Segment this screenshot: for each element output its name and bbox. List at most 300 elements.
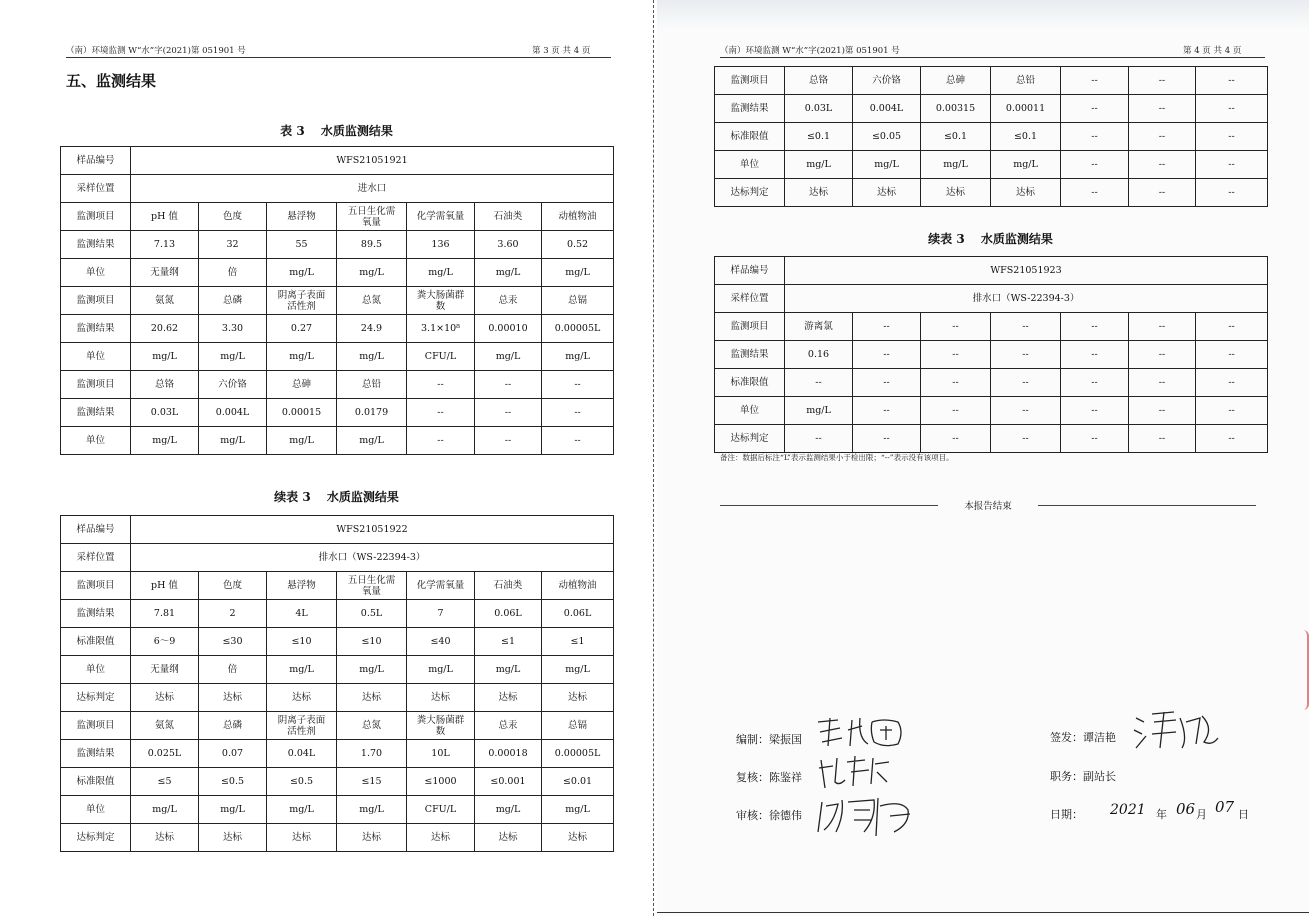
row-label-cell: 监测结果 [61, 315, 131, 343]
row-label-cell: 监测结果 [61, 600, 131, 628]
date-month-unit: 月 [1196, 808, 1207, 821]
table-cell: 总磷 [199, 287, 267, 315]
table-3-cont-title-right: 续表 3 水质监测结果 [928, 232, 1053, 246]
table-row [715, 257, 1268, 285]
table-cell: 6～9 [131, 628, 199, 656]
table-cell: mg/L [407, 656, 475, 684]
row-label-cell: 监测项目 [715, 313, 785, 341]
table-cell: -- [542, 399, 614, 427]
audited-by: 审核：徐德伟 [736, 809, 802, 822]
table-cell: 达标 [407, 684, 475, 712]
row-label-cell: 达标判定 [715, 425, 785, 453]
row-label-cell: 单位 [61, 656, 131, 684]
table-cell: -- [1129, 151, 1196, 179]
table-cell: 达标 [475, 684, 542, 712]
compiled-by: 编制：梁振国 [736, 733, 802, 746]
table-cell: ≤1 [475, 628, 542, 656]
table-cell: 7 [407, 600, 475, 628]
table-cell: 7.13 [131, 231, 199, 259]
table-cell: -- [1196, 425, 1268, 453]
table-cell: mg/L [337, 259, 407, 287]
table-cell: -- [1061, 425, 1129, 453]
table-cell: ≤15 [337, 768, 407, 796]
date-day: 07 [1215, 798, 1235, 816]
table-cell: 色度 [199, 203, 267, 231]
table-cell: -- [991, 341, 1061, 369]
table-cell: mg/L [475, 796, 542, 824]
table-cell: mg/L [131, 343, 199, 371]
table-cell: -- [475, 371, 542, 399]
table-row [61, 147, 614, 175]
table-cell: mg/L [542, 656, 614, 684]
table-row [61, 287, 614, 315]
table-cell: 达标 [199, 684, 267, 712]
row-label-cell: 达标判定 [61, 684, 131, 712]
table-cell: mg/L [475, 656, 542, 684]
table-cell: 达标 [407, 824, 475, 852]
table-cell: 排水口（WS-22394-3） [131, 544, 614, 572]
table-cell: 达标 [267, 684, 337, 712]
table-row [61, 516, 614, 544]
page-edge [657, 912, 1309, 913]
row-label-cell: 采样位置 [61, 175, 131, 203]
table-cell: 0.06L [475, 600, 542, 628]
table-cell: 总砷 [267, 371, 337, 399]
table-cell: -- [853, 425, 921, 453]
table-cell: -- [921, 397, 991, 425]
table-cell: mg/L [785, 397, 853, 425]
table-cell: 0.07 [199, 740, 267, 768]
table-cell: -- [991, 425, 1061, 453]
table-cell: 达标 [131, 824, 199, 852]
table-row [61, 544, 614, 572]
table-cell: 达标 [542, 684, 614, 712]
table-cell: -- [921, 425, 991, 453]
table-cell: 游离氯 [785, 313, 853, 341]
handwritten-signature-liang [812, 712, 912, 752]
table-cell: 总氮 [337, 712, 407, 740]
table-row [61, 315, 614, 343]
table-cell: ≤0.5 [199, 768, 267, 796]
table-cell: -- [1129, 313, 1196, 341]
table-cell: -- [853, 313, 921, 341]
table-cell: -- [1061, 151, 1129, 179]
report-end-text: 本报告结束 [940, 498, 1036, 512]
table-cell: 24.9 [337, 315, 407, 343]
table-cell: 倍 [199, 259, 267, 287]
table-cell: mg/L [785, 151, 853, 179]
water-quality-table-outlet-1 [60, 515, 614, 852]
reviewed-by: 复核：陈鉴祥 [736, 771, 802, 784]
table-cell: -- [1061, 313, 1129, 341]
table-cell: mg/L [853, 151, 921, 179]
table-cell: -- [1196, 123, 1268, 151]
table-row [61, 628, 614, 656]
table-cell: 0.00018 [475, 740, 542, 768]
table-cell: 动植物油 [542, 203, 614, 231]
end-rule-right [1038, 505, 1256, 506]
table-cell: 氨氮 [131, 712, 199, 740]
row-label-cell: 样品编号 [715, 257, 785, 285]
table-row [715, 151, 1268, 179]
table-cell: 4L [267, 600, 337, 628]
table-row [715, 67, 1268, 95]
table-row [61, 740, 614, 768]
table-cell: -- [921, 369, 991, 397]
table-cell: CFU/L [407, 343, 475, 371]
table-cell: ≤0.1 [991, 123, 1061, 151]
table-cell: 倍 [199, 656, 267, 684]
table-cell: mg/L [199, 427, 267, 455]
water-quality-table-outlet-1-cont [714, 66, 1268, 207]
table-cell: ≤5 [131, 768, 199, 796]
table-cell: 0.00315 [921, 95, 991, 123]
table-cell: 0.00010 [475, 315, 542, 343]
table-cell: mg/L [267, 259, 337, 287]
section-title: 五、监测结果 [66, 72, 157, 90]
table-cell: pH 值 [131, 203, 199, 231]
table-row [61, 371, 614, 399]
table-cell: 达标 [921, 179, 991, 207]
table-cell: -- [1129, 341, 1196, 369]
table-cell: -- [1129, 67, 1196, 95]
table-cell: CFU/L [407, 796, 475, 824]
table-cell: 化学需氧量 [407, 572, 475, 600]
table-cell: 达标 [337, 824, 407, 852]
table-cell: -- [853, 397, 921, 425]
table-cell: 达标 [542, 824, 614, 852]
table-cell: 无量纲 [131, 656, 199, 684]
table-cell: -- [1061, 397, 1129, 425]
table-cell: -- [853, 341, 921, 369]
page-divider [653, 0, 654, 916]
row-label-cell: 标准限值 [715, 123, 785, 151]
handwritten-signature-chen [815, 752, 895, 792]
table-cell: mg/L [921, 151, 991, 179]
table-cell: mg/L [991, 151, 1061, 179]
table-cell: 总铅 [337, 371, 407, 399]
table-cell: -- [407, 399, 475, 427]
table-cell: WFS21051921 [131, 147, 614, 175]
table-cell: -- [1196, 369, 1268, 397]
table-cell: mg/L [199, 796, 267, 824]
table-cell: -- [921, 341, 991, 369]
row-label-cell: 监测项目 [61, 572, 131, 600]
page-number-3: 第 3 页 共 4 页 [532, 46, 591, 56]
table-row [61, 684, 614, 712]
table-cell: ≤30 [199, 628, 267, 656]
table-cell: -- [407, 371, 475, 399]
table-cell: -- [1061, 341, 1129, 369]
table-cell: 粪大肠菌群 数 [407, 712, 475, 740]
table-cell: -- [1196, 95, 1268, 123]
table-cell: 0.00011 [991, 95, 1061, 123]
table-cell: -- [1129, 369, 1196, 397]
table-row [715, 425, 1268, 453]
table-3-cont-title-left: 续表 3 水质监测结果 [274, 490, 399, 504]
table-row [715, 369, 1268, 397]
table-cell: 3.60 [475, 231, 542, 259]
table-cell: -- [991, 369, 1061, 397]
end-rule-left [720, 505, 938, 506]
table-row [61, 203, 614, 231]
table-cell: ≤0.1 [921, 123, 991, 151]
table-cell: 0.04L [267, 740, 337, 768]
table-cell: 总氮 [337, 287, 407, 315]
table-cell: 0.00015 [267, 399, 337, 427]
table-row [61, 231, 614, 259]
table-cell: -- [991, 397, 1061, 425]
table-cell: 0.025L [131, 740, 199, 768]
table-cell: ≤10 [267, 628, 337, 656]
row-label-cell: 采样位置 [61, 544, 131, 572]
row-label-cell: 单位 [61, 343, 131, 371]
table-row [715, 397, 1268, 425]
table-cell: 0.03L [131, 399, 199, 427]
table-row [61, 427, 614, 455]
table-cell: 达标 [785, 179, 853, 207]
table-cell: mg/L [267, 796, 337, 824]
table-cell: 达标 [131, 684, 199, 712]
position: 职务：副站长 [1050, 770, 1116, 783]
handwritten-signature-tan [1130, 708, 1220, 752]
table-cell: 悬浮物 [267, 203, 337, 231]
table-cell: mg/L [199, 343, 267, 371]
header-rule-left [66, 57, 611, 58]
report-number-left: （南）环境监测 W“水”字(2021)第 051901 号 [66, 46, 246, 56]
table-cell: 达标 [475, 824, 542, 852]
table-cell: -- [1129, 123, 1196, 151]
table-cell: 总铬 [785, 67, 853, 95]
table-cell: mg/L [267, 343, 337, 371]
scan-shadow [657, 0, 1309, 30]
table-cell: mg/L [337, 656, 407, 684]
table-cell: 0.00005L [542, 740, 614, 768]
handwritten-signature-xu [814, 792, 924, 840]
row-label-cell: 监测结果 [61, 740, 131, 768]
table-cell: -- [1129, 397, 1196, 425]
table-cell: 六价铬 [853, 67, 921, 95]
table-cell: -- [1061, 123, 1129, 151]
table-row [61, 712, 614, 740]
row-label-cell: 标准限值 [715, 369, 785, 397]
table-cell: -- [1061, 95, 1129, 123]
issued-by: 签发：谭洁艳 [1050, 731, 1116, 744]
row-label-cell: 达标判定 [715, 179, 785, 207]
table-cell: -- [1196, 341, 1268, 369]
table-cell: 石油类 [475, 572, 542, 600]
table-cell: mg/L [131, 796, 199, 824]
table-cell: 55 [267, 231, 337, 259]
table-cell: ≤10 [337, 628, 407, 656]
row-label-cell: 监测结果 [715, 95, 785, 123]
table-cell: -- [542, 371, 614, 399]
table-cell: 达标 [991, 179, 1061, 207]
row-label-cell: 监测项目 [61, 371, 131, 399]
table-cell: -- [1129, 179, 1196, 207]
table-cell: 阴离子表面 活性剂 [267, 287, 337, 315]
table-cell: 1.70 [337, 740, 407, 768]
table-cell: -- [475, 427, 542, 455]
table-cell: 动植物油 [542, 572, 614, 600]
row-label-cell: 单位 [61, 796, 131, 824]
table-cell: 0.004L [199, 399, 267, 427]
row-label-cell: 单位 [715, 397, 785, 425]
table-cell: 0.52 [542, 231, 614, 259]
table-cell: ≤40 [407, 628, 475, 656]
table-row [61, 572, 614, 600]
table-cell: 10L [407, 740, 475, 768]
table-cell: 进水口 [131, 175, 614, 203]
table-cell: ≤0.01 [542, 768, 614, 796]
table-cell: ≤1 [542, 628, 614, 656]
table-cell: 总磷 [199, 712, 267, 740]
table-row [61, 600, 614, 628]
table-cell: mg/L [542, 343, 614, 371]
table-cell: 无量纲 [131, 259, 199, 287]
table-cell: 色度 [199, 572, 267, 600]
date-year-unit: 年 [1156, 808, 1167, 821]
table-cell: 化学需氧量 [407, 203, 475, 231]
row-label-cell: 监测结果 [61, 231, 131, 259]
table-cell: 3.1×10⁸ [407, 315, 475, 343]
table-3-title: 表 3 水质监测结果 [280, 124, 393, 138]
table-row [61, 259, 614, 287]
row-label-cell: 单位 [715, 151, 785, 179]
table-row [61, 399, 614, 427]
table-cell: 六价铬 [199, 371, 267, 399]
table-row [61, 343, 614, 371]
table-cell: mg/L [267, 427, 337, 455]
date-day-unit: 日 [1238, 808, 1249, 821]
table-cell: 总汞 [475, 712, 542, 740]
table-row [61, 796, 614, 824]
table-cell: -- [921, 313, 991, 341]
row-label-cell: 标准限值 [61, 628, 131, 656]
table-cell: 3.30 [199, 315, 267, 343]
table-cell: -- [1196, 313, 1268, 341]
date-label: 日期： [1050, 808, 1083, 821]
table-cell: mg/L [475, 343, 542, 371]
table-cell: mg/L [337, 343, 407, 371]
table-cell: 0.0179 [337, 399, 407, 427]
table-cell: 达标 [199, 824, 267, 852]
row-label-cell: 样品编号 [61, 147, 131, 175]
table-cell: 7.81 [131, 600, 199, 628]
row-label-cell: 监测结果 [715, 341, 785, 369]
report-number-right: （南）环境监测 W“水”字(2021)第 051901 号 [720, 46, 900, 56]
table-cell: 0.004L [853, 95, 921, 123]
table-cell: 0.03L [785, 95, 853, 123]
table-cell: 0.16 [785, 341, 853, 369]
table-cell: 89.5 [337, 231, 407, 259]
row-label-cell: 监测项目 [61, 287, 131, 315]
date-month: 06 [1176, 800, 1196, 818]
water-quality-table-inlet [60, 146, 614, 455]
water-quality-table-outlet-2 [714, 256, 1268, 453]
table-cell: ≤0.1 [785, 123, 853, 151]
table-note: 备注：数据后标注“L”表示监测结果小于检出限；“--”表示没有该项目。 [720, 453, 954, 462]
row-label-cell: 监测项目 [61, 712, 131, 740]
table-cell: 氨氮 [131, 287, 199, 315]
table-cell: -- [853, 369, 921, 397]
row-label-cell: 单位 [61, 259, 131, 287]
table-cell: 0.27 [267, 315, 337, 343]
table-cell: ≤0.5 [267, 768, 337, 796]
row-label-cell: 监测项目 [715, 67, 785, 95]
row-label-cell: 监测结果 [61, 399, 131, 427]
table-cell: WFS21051923 [785, 257, 1268, 285]
table-cell: -- [1061, 179, 1129, 207]
table-row [61, 768, 614, 796]
table-cell: ≤1000 [407, 768, 475, 796]
table-row [715, 341, 1268, 369]
table-cell: 总汞 [475, 287, 542, 315]
table-cell: ≤0.001 [475, 768, 542, 796]
table-cell: -- [785, 369, 853, 397]
table-cell: -- [542, 427, 614, 455]
table-cell: -- [1061, 67, 1129, 95]
table-row [715, 313, 1268, 341]
table-cell: 石油类 [475, 203, 542, 231]
page-number-4: 第 4 页 共 4 页 [1183, 46, 1242, 56]
table-cell: -- [991, 313, 1061, 341]
table-cell: WFS21051922 [131, 516, 614, 544]
table-cell: 粪大肠菌群 数 [407, 287, 475, 315]
row-label-cell: 采样位置 [715, 285, 785, 313]
table-row [61, 656, 614, 684]
table-cell: 136 [407, 231, 475, 259]
table-cell: mg/L [542, 259, 614, 287]
table-row [61, 175, 614, 203]
table-cell: 0.00005L [542, 315, 614, 343]
table-cell: -- [1196, 67, 1268, 95]
row-label-cell: 单位 [61, 427, 131, 455]
table-cell: 0.06L [542, 600, 614, 628]
table-cell: mg/L [337, 427, 407, 455]
table-cell: 达标 [337, 684, 407, 712]
table-cell: -- [1061, 369, 1129, 397]
table-cell: mg/L [475, 259, 542, 287]
row-label-cell: 样品编号 [61, 516, 131, 544]
table-cell: 五日生化需 氧量 [337, 572, 407, 600]
table-cell: ≤0.05 [853, 123, 921, 151]
table-cell: 排水口（WS-22394-3） [785, 285, 1268, 313]
table-cell: 悬浮物 [267, 572, 337, 600]
table-cell: 总砷 [921, 67, 991, 95]
table-cell: -- [1196, 179, 1268, 207]
table-cell: 总铬 [131, 371, 199, 399]
table-cell: 20.62 [131, 315, 199, 343]
table-cell: 达标 [853, 179, 921, 207]
table-cell: -- [1129, 425, 1196, 453]
table-row [61, 824, 614, 852]
table-cell: -- [1196, 397, 1268, 425]
table-cell: -- [785, 425, 853, 453]
table-cell: 总铅 [991, 67, 1061, 95]
table-cell: mg/L [267, 656, 337, 684]
table-cell: -- [1129, 95, 1196, 123]
date-year: 2021 [1110, 802, 1146, 818]
table-cell: 总镉 [542, 712, 614, 740]
table-cell: 五日生化需 氧量 [337, 203, 407, 231]
table-row [715, 179, 1268, 207]
table-cell: 阴离子表面 活性剂 [267, 712, 337, 740]
table-cell: mg/L [131, 427, 199, 455]
table-cell: -- [1196, 151, 1268, 179]
table-cell: 0.5L [337, 600, 407, 628]
table-row [715, 123, 1268, 151]
